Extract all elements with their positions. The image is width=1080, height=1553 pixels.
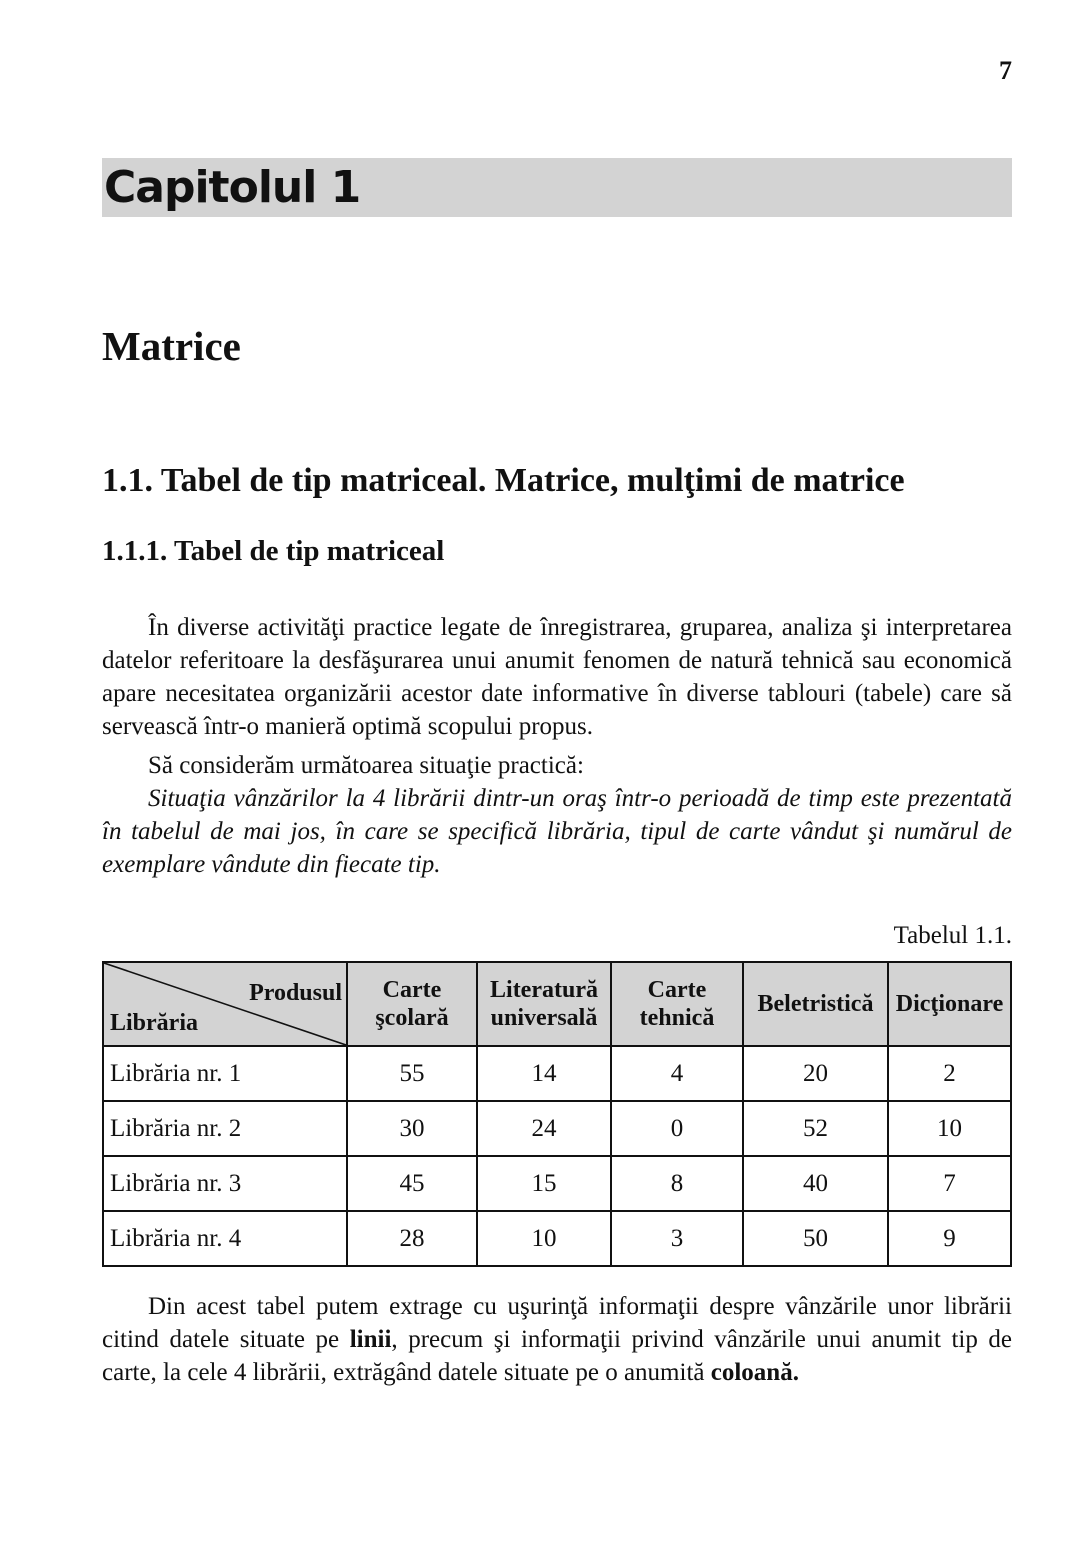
situation-paragraph: Situaţia vânzărilor la 4 librării dintr-un oraş într-o perioadă de timp este prezentată în tabelul de mai jos, în care se specifică librăria, tipul de carte vândut şi numărul de exemplare vândute din fiecate tip. — [102, 785, 1012, 878]
column-header-line: tehnică — [639, 1005, 715, 1031]
closing-text: Din acest tabel putem extrage cu uşurinţă informaţii despre vânzările unor librării citind datele situate pe — [102, 1293, 1012, 1353]
corner-label-bookstore: Librăria — [110, 1010, 198, 1036]
chapter-label: Capitolul 1 — [104, 162, 361, 213]
table-cell: 40 — [743, 1156, 888, 1211]
table-row — [103, 1211, 1011, 1266]
corner-label-product: Produsul — [249, 980, 342, 1006]
table-cell: 14 — [477, 1046, 611, 1101]
table-cell: 2 — [888, 1046, 1011, 1101]
closing-paragraph — [102, 1290, 1012, 1389]
column-header-line: Carte — [382, 977, 442, 1003]
column-header-line: Literatură — [490, 977, 598, 1003]
consider-paragraph: Să considerăm următoarea situaţie practică: — [148, 752, 584, 779]
table-cell: 0 — [611, 1101, 743, 1156]
row-label: Librăria nr. 4 — [103, 1211, 347, 1266]
corner-header-cell — [103, 962, 347, 1046]
table-cell: 10 — [477, 1211, 611, 1266]
closing-bold-lines: linii — [349, 1326, 392, 1353]
column-header — [743, 962, 888, 1046]
column-header — [477, 962, 611, 1046]
closing-text: , precum şi informaţii privind vânzările unui anumit tip de carte, la cele 4 librării, extrăgând datele situate pe o anumită — [102, 1326, 1012, 1386]
column-header — [611, 962, 743, 1046]
table-cell: 20 — [743, 1046, 888, 1101]
table-cell: 28 — [347, 1211, 477, 1266]
column-header-line: şcolară — [375, 1005, 449, 1031]
table-cell: 9 — [888, 1211, 1011, 1266]
table-cell: 15 — [477, 1156, 611, 1211]
table-cell: 45 — [347, 1156, 477, 1211]
table-cell: 50 — [743, 1211, 888, 1266]
column-header-line: universală — [490, 1005, 598, 1031]
table-caption: Tabelul 1.1. — [893, 922, 1012, 949]
row-label: Librăria nr. 1 — [103, 1046, 347, 1101]
table-cell: 30 — [347, 1101, 477, 1156]
table-header-row — [103, 962, 1011, 1046]
main-title: Matrice — [102, 323, 241, 369]
page-number: 7 — [999, 56, 1012, 85]
table-cell: 8 — [611, 1156, 743, 1211]
chapter-banner — [102, 158, 1012, 217]
column-header — [888, 962, 1011, 1046]
closing-bold-column: coloană. — [710, 1359, 799, 1386]
column-header-line: Dicţionare — [895, 991, 1004, 1017]
table-cell: 52 — [743, 1101, 888, 1156]
table-cell: 24 — [477, 1101, 611, 1156]
table-cell: 10 — [888, 1101, 1011, 1156]
subsection-title: 1.1.1. Tabel de tip matriceal — [102, 535, 445, 567]
row-label: Librăria nr. 2 — [103, 1101, 347, 1156]
table-row — [103, 1101, 1011, 1156]
section-title: 1.1. Tabel de tip matriceal. Matrice, mulţimi de matrice — [102, 462, 905, 499]
intro-paragraph: În diverse activităţi practice legate de înregistrarea, gruparea, analiza şi interpretarea datelor referitoare la desfăşurarea unui anumit fenomen de natură tehnică sau economică apare necesitatea organizării acestor date informative în diverse tablouri (tabele) care să servească într-o manieră optimă scopului propus. — [102, 614, 1012, 740]
table-row — [103, 1156, 1011, 1211]
table-cell: 4 — [611, 1046, 743, 1101]
table-cell: 7 — [888, 1156, 1011, 1211]
row-label: Librăria nr. 3 — [103, 1156, 347, 1211]
table-row — [103, 1046, 1011, 1101]
sales-table — [102, 961, 1012, 1267]
column-header — [347, 962, 477, 1046]
column-header-line: Beletristică — [757, 991, 874, 1017]
table-cell: 55 — [347, 1046, 477, 1101]
table-cell: 3 — [611, 1211, 743, 1266]
column-header-line: Carte — [647, 977, 707, 1003]
